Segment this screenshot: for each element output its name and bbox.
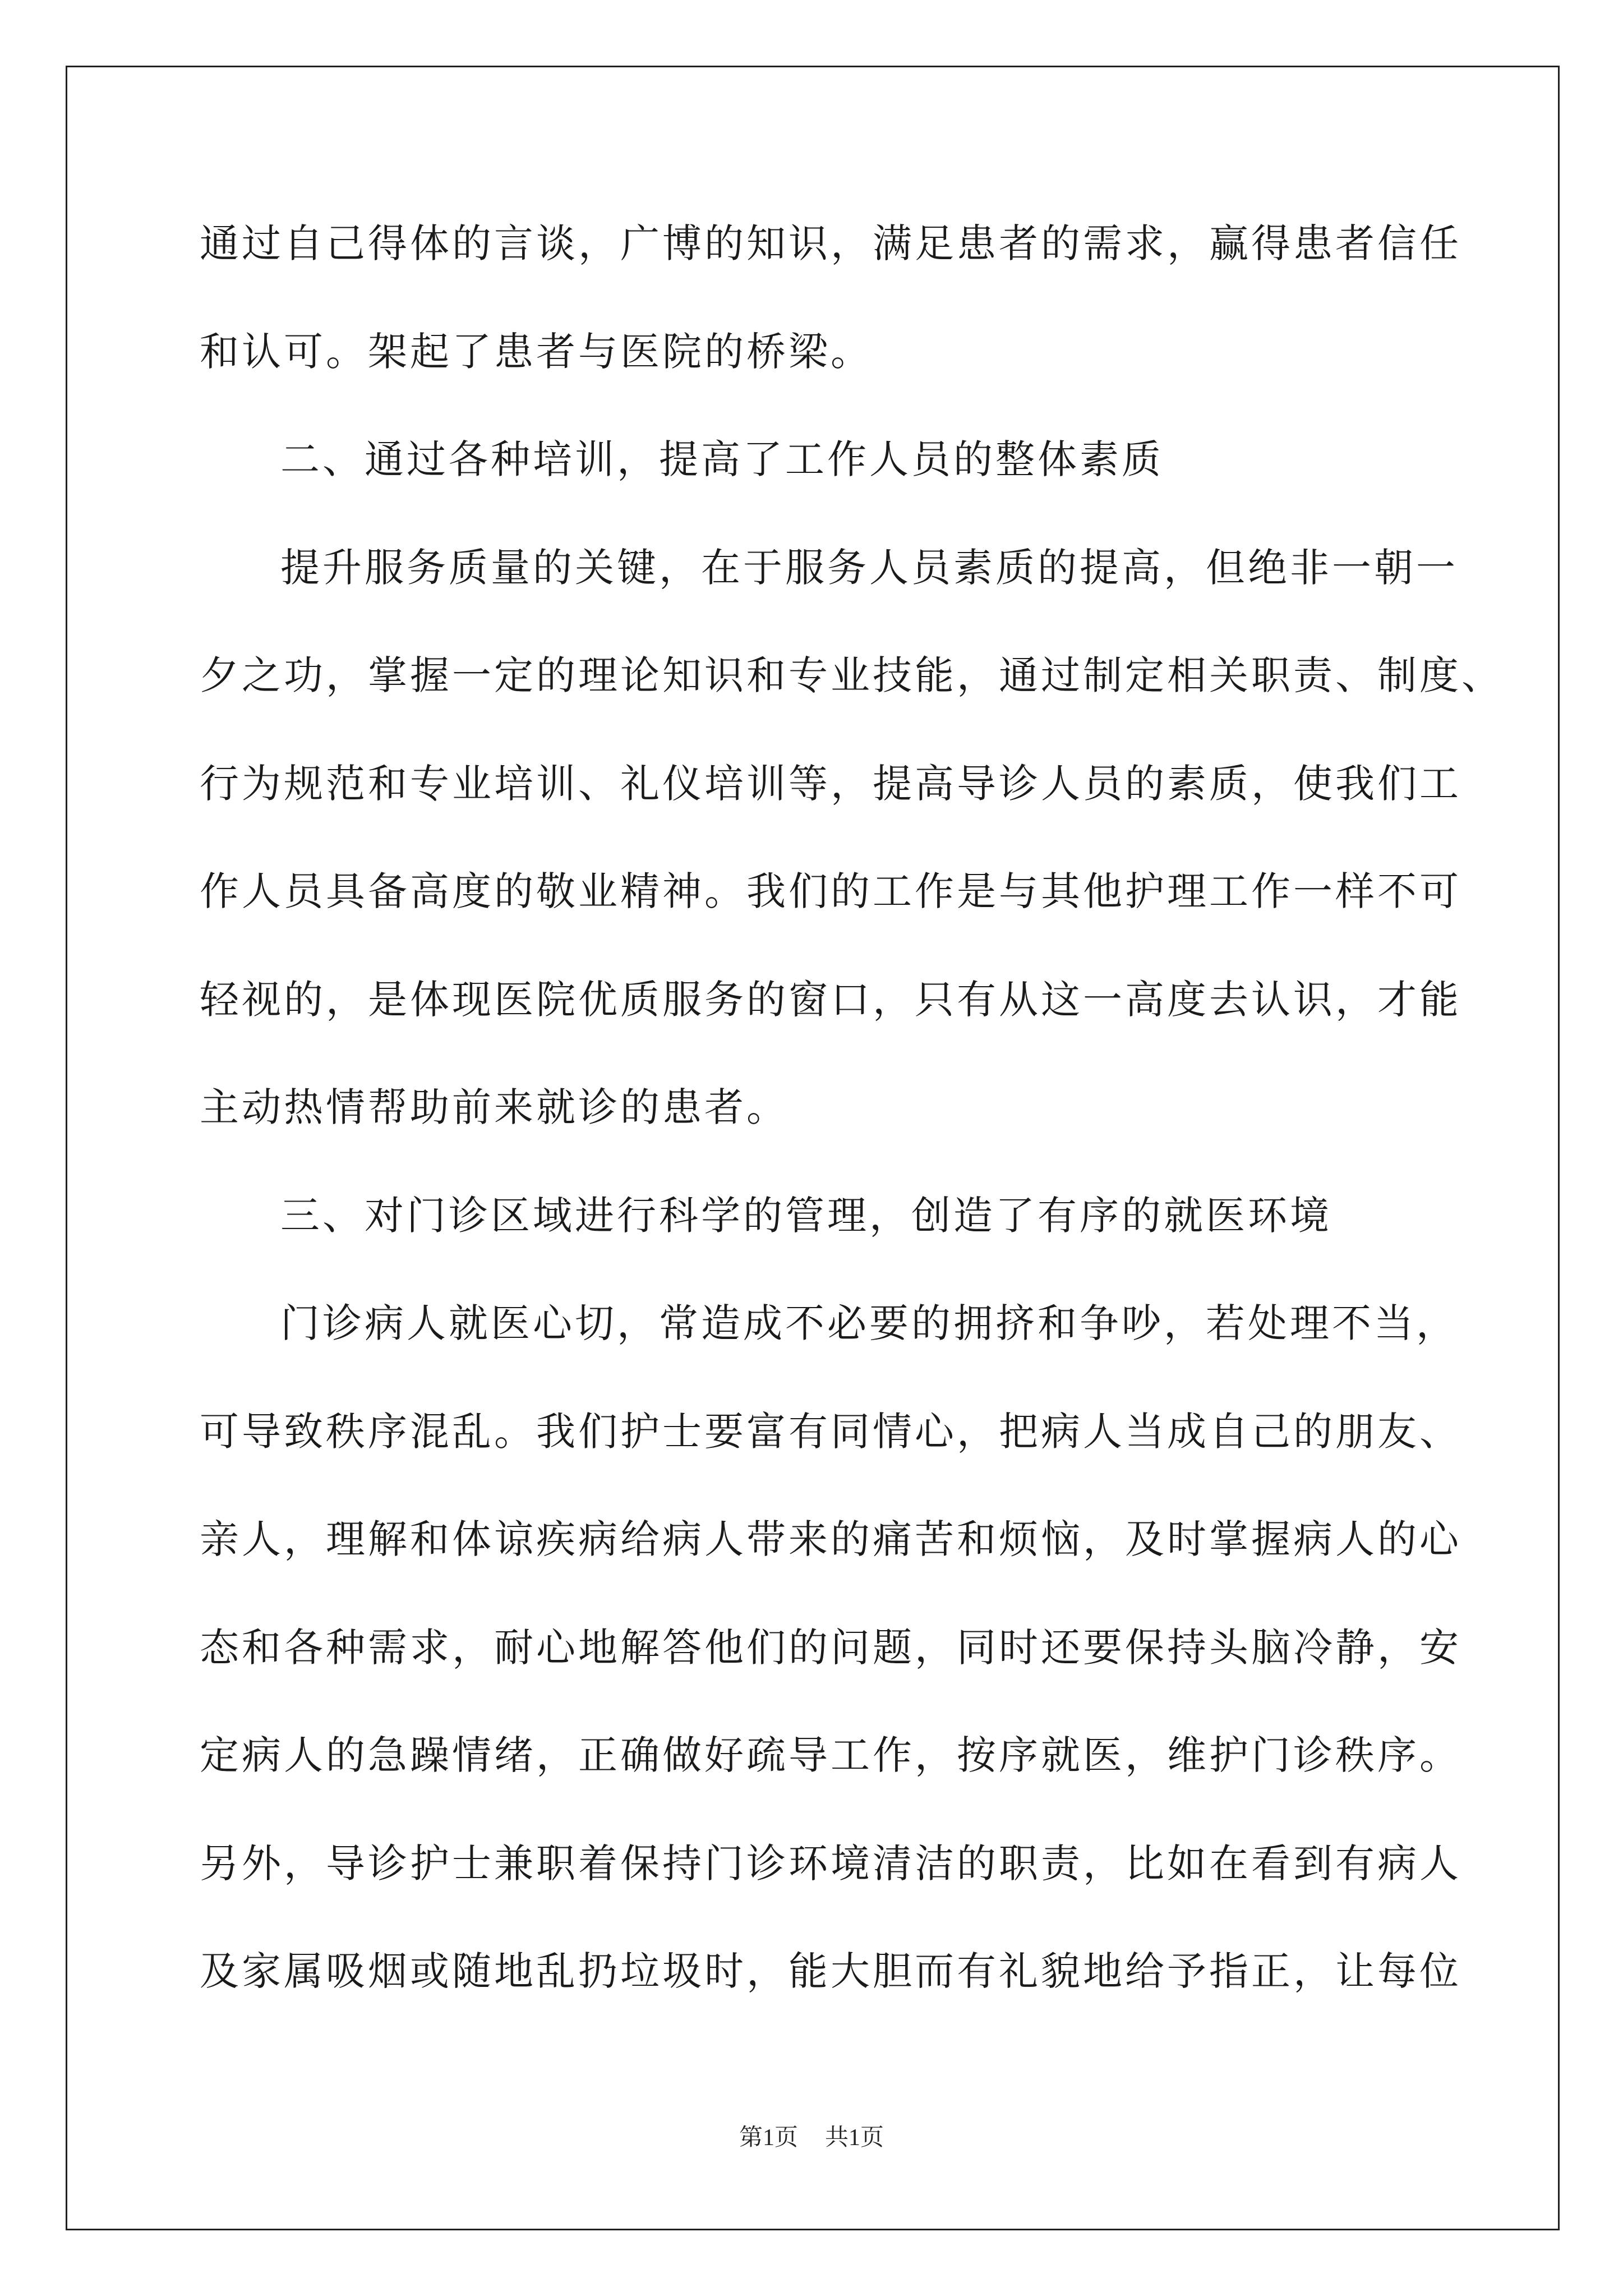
text-line: 轻视的，是体现医院优质服务的窗口，只有从这一高度去认识，才能 [200, 977, 1461, 1023]
text-line: 可导致秩序混乱。我们护士要富有同情心，把病人当成自己的朋友、 [200, 1409, 1461, 1455]
text-line: 及家属吸烟或随地乱扔垃圾时，能大胆而有礼貌地给予指正，让每位 [200, 1948, 1461, 1994]
text-line: 通过自己得体的言谈，广博的知识，满足患者的需求，赢得患者信任 [200, 220, 1461, 266]
text-line: 门诊病人就医心切，常造成不必要的拥挤和争吵，若处理不当， [280, 1300, 1458, 1346]
text-line: 行为规范和专业培训、礼仪培训等，提高导诊人员的素质，使我们工 [200, 761, 1461, 807]
text-line: 和认可。架起了患者与医院的桥梁。 [200, 329, 873, 375]
text-line: 主动热情帮助前来就诊的患者。 [200, 1084, 789, 1130]
text-line: 亲人，理解和体谅疾病给病人带来的痛苦和烦恼，及时掌握病人的心 [200, 1516, 1461, 1562]
total-pages: 共1页 [825, 2125, 884, 2151]
page-frame [66, 66, 1560, 2230]
text-line: 三、对门诊区域进行科学的管理，创造了有序的就医环境 [280, 1193, 1332, 1239]
text-line: 二、通过各种培训，提高了工作人员的整体素质 [280, 436, 1164, 482]
text-line: 定病人的急躁情绪，正确做好疏导工作，按序就医，维护门诊秩序。 [200, 1732, 1461, 1778]
page-footer [0, 2124, 1623, 2152]
text-line: 作人员具备高度的敬业精神。我们的工作是与其他护理工作一样不可 [200, 868, 1461, 914]
text-line: 态和各种需求，耐心地解答他们的问题，同时还要保持头脑冷静，安 [200, 1625, 1461, 1671]
page-number: 第1页 [739, 2125, 798, 2151]
text-line: 另外，导诊护士兼职着保持门诊环境清洁的职责，比如在看到有病人 [200, 1841, 1461, 1887]
text-line: 提升服务质量的关键，在于服务人员素质的提高，但绝非一朝一 [280, 545, 1458, 591]
text-line: 夕之功，掌握一定的理论知识和专业技能，通过制定相关职责、制度、 [200, 652, 1504, 698]
